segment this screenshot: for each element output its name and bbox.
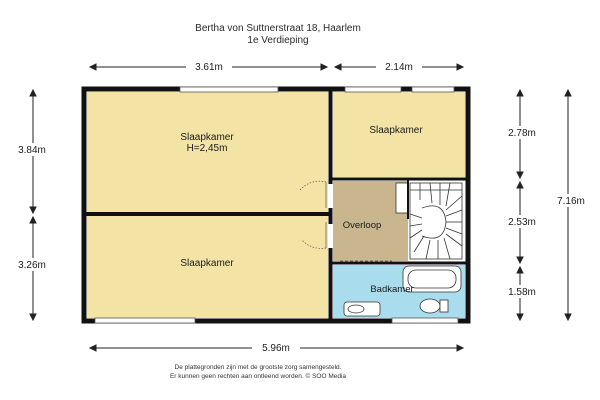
landing-label: Overloop	[342, 220, 382, 231]
plan-address: Bertha von Suttnerstraat 18, Haarlem	[195, 23, 361, 34]
dim-bottom-total: 5.96m	[262, 343, 290, 354]
footer-disclaimer: De plattegronden zijn met de grootste zorg samengesteld.	[174, 364, 342, 371]
bedroom-main-height: H=2,45m	[186, 143, 228, 154]
stairwell	[408, 181, 465, 261]
dim-top-right: 2.14m	[385, 62, 413, 73]
footer-copyright: Er kunnen geen rechten aan ontleend worden. © SOO Media	[169, 373, 347, 380]
dim-right-total: 7.16m	[557, 196, 585, 207]
bedroom-right-label: Slaapkamer	[369, 125, 423, 136]
dim-left-lower: 3.26m	[18, 260, 46, 271]
dim-left-upper: 3.84m	[18, 145, 46, 156]
dim-right-upper: 2.78m	[508, 128, 536, 139]
dim-right-middle: 2.53m	[508, 217, 536, 228]
toilet	[420, 299, 440, 313]
dim-right-lower: 1.58m	[508, 287, 536, 298]
bedroom-main-label: Slaapkamer	[180, 132, 234, 143]
landing-cupboard	[396, 183, 408, 213]
plan-floor: 1e Verdieping	[247, 35, 309, 46]
bathroom-label: Badkamer	[370, 284, 414, 295]
dim-top-left: 3.61m	[195, 62, 223, 73]
bedroom-back-label: Slaapkamer	[180, 258, 234, 269]
